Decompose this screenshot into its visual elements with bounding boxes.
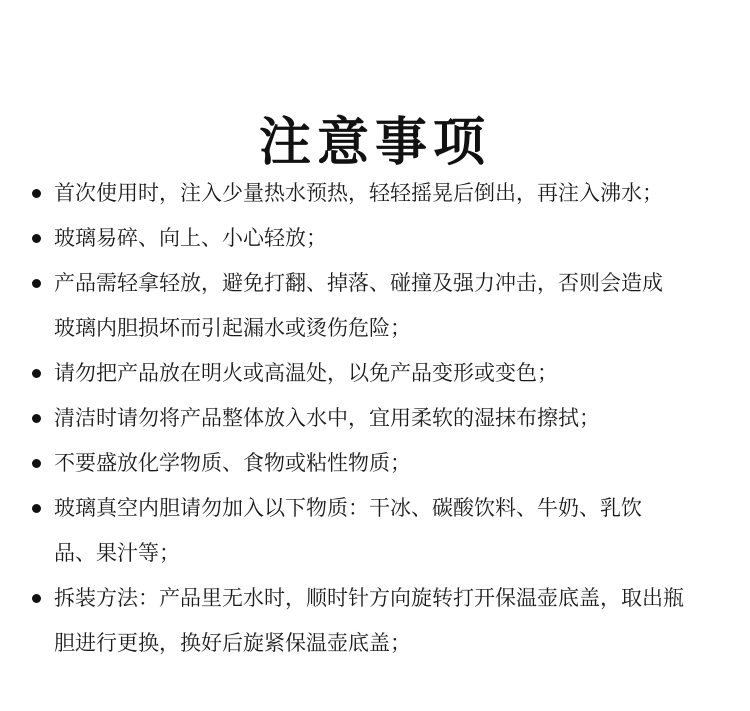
list-item [30,261,730,351]
bullet-icon [32,369,41,378]
list-item [30,171,730,216]
note-text: 拆装方法：产品里无水时，顺时针方向旋转打开保温壶底盖，取出瓶 [54,586,684,610]
bullet-icon [32,189,41,198]
note-text: 请勿把产品放在明火或高温处，以免产品变形或变色； [54,361,558,385]
bullet-icon [32,234,41,243]
note-text: 玻璃易碎、向上、小心轻放； [54,226,327,250]
note-text: 玻璃真空内胆请勿加入以下物质：干冰、碳酸饮料、牛奶、乳饮 [54,496,642,520]
note-text-continued: 玻璃内胆损坏而引起漏水或烫伤危险； [54,316,411,340]
list-item [30,441,730,486]
bullet-icon [32,414,41,423]
page-title: 注意事项 [258,112,491,173]
notes-list [30,171,730,666]
note-text: 产品需轻拿轻放，避免打翻、掉落、碰撞及强力冲击，否则会造成 [54,271,663,295]
list-item [30,486,730,576]
bullet-icon [32,279,41,288]
note-text-continued: 品、果汁等； [54,541,180,565]
list-item [30,216,730,261]
note-text: 清洁时请勿将产品整体放入水中，宜用柔软的湿抹布擦拭； [54,406,600,430]
note-text: 首次使用时，注入少量热水预热，轻轻摇晃后倒出，再注入沸水； [54,181,663,205]
list-item [30,351,730,396]
bullet-icon [32,504,41,513]
bullet-icon [32,459,41,468]
list-item [30,396,730,441]
note-text: 不要盛放化学物质、食物或粘性物质； [54,451,411,475]
bullet-icon [32,594,41,603]
note-text-continued: 胆进行更换，换好后旋紧保温壶底盖； [54,631,411,655]
list-item [30,576,730,666]
